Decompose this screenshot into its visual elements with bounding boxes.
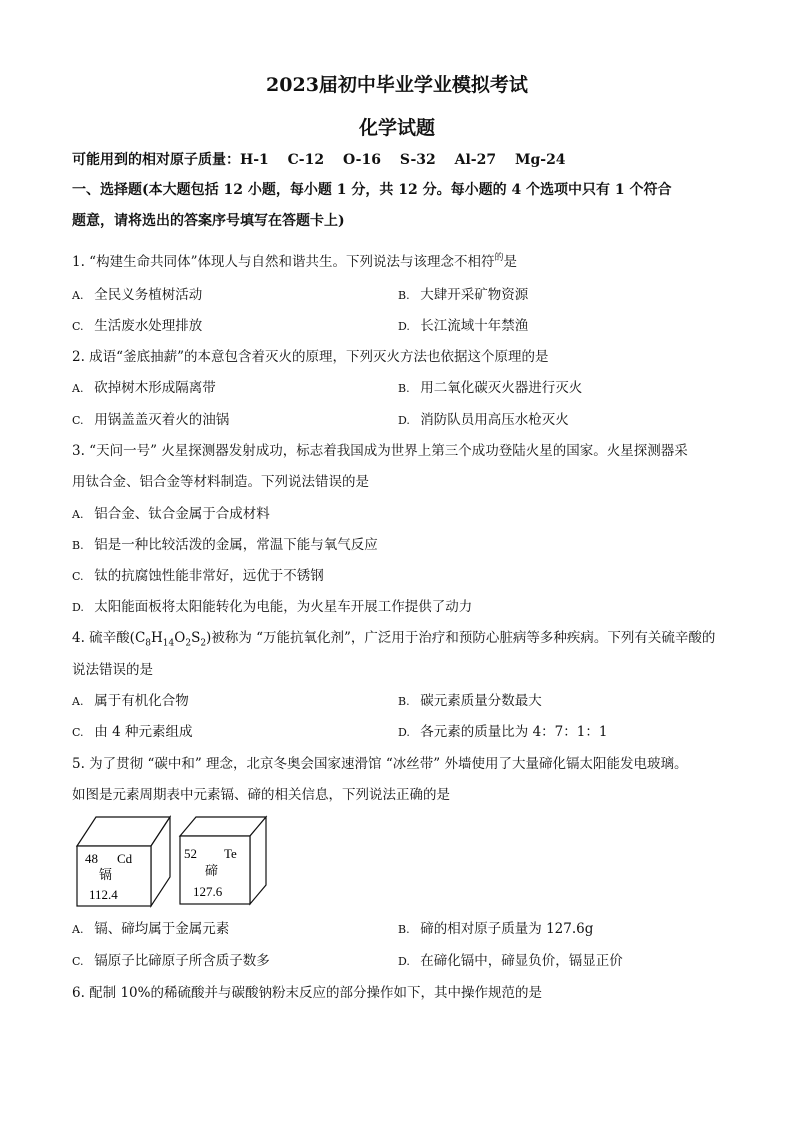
q4-text: )被称为 “万能抗氧化剂”，广泛用于治疗和预防心脏病等多种疾病。下列有关硫辛酸的 — [206, 630, 716, 646]
option-text: 大肆开采矿物资源 — [420, 287, 529, 303]
question-1-stem-mark: 的 — [494, 253, 504, 263]
q2-option-a — [72, 378, 216, 399]
option-text: 钛的抗腐蚀性能非常好，远优于不锈钢 — [94, 568, 324, 584]
q3-option-c — [72, 566, 324, 587]
option-text: 各元素的质量比为 4：7：1：1 — [420, 724, 608, 740]
q2-option-b — [398, 378, 582, 399]
option-text: 属于有机化合物 — [94, 693, 189, 709]
q3-option-a — [72, 504, 270, 525]
option-text: 消防队员用高压水枪灭火 — [420, 412, 569, 428]
option-label: C. — [72, 726, 84, 739]
q2-option-d — [398, 410, 569, 431]
option-label: A. — [72, 289, 84, 302]
q4-option-b — [398, 691, 542, 712]
element-te-mass: 127.6 — [193, 884, 223, 899]
element-box-te — [180, 817, 266, 904]
section-heading-line1: 一、选择题(本大题包括 12 小题，每小题 1 分，共 12 分。每小题的 4 个选项中只有 1 个符合 — [72, 182, 672, 198]
option-label: A. — [72, 382, 84, 395]
atomic-masses: 可能用到的相对原子质量：H-1 C-12 O-16 S-32 Al-27 Mg-24 — [72, 152, 566, 168]
element-te-symbol: Te — [224, 846, 237, 861]
option-text: 在碲化镉中，碲显负价，镉显正价 — [420, 953, 623, 969]
option-label: D. — [398, 955, 410, 968]
option-label: C. — [72, 570, 84, 583]
q1-option-d — [398, 316, 528, 337]
option-label: B. — [72, 539, 84, 552]
option-text: 用二氧化碳灭火器进行灭火 — [420, 380, 583, 396]
q4-option-a — [72, 691, 189, 712]
question-3-stem-line1: 3. “天问一号” 火星探测器发射成功，标志着我国成为世界上第三个成功登陆火星的国家。火星探测器采 — [72, 443, 688, 459]
question-1-stem-text: 1. “构建生命共同体”体现人与自然和谐共生。下列说法与该理念不相符 — [72, 254, 495, 270]
q2-option-c — [72, 410, 229, 431]
option-text: 碳元素质量分数最大 — [420, 693, 542, 709]
q4-option-d — [398, 722, 607, 743]
q1-option-a — [72, 285, 202, 306]
q4-subscript: 2 — [200, 638, 207, 649]
option-label: A. — [72, 695, 84, 708]
option-label: A. — [72, 923, 84, 936]
q4-text: H — [151, 630, 163, 646]
q1-option-b — [398, 285, 528, 306]
option-text: 铝合金、钛合金属于合成材料 — [94, 506, 270, 522]
q4-text: S — [191, 630, 201, 646]
option-label: C. — [72, 955, 84, 968]
option-label: B. — [398, 289, 410, 302]
element-cd-mass: 112.4 — [89, 887, 118, 902]
question-3-stem-line2: 用钛合金、铝合金等材料制造。下列说法错误的是 — [72, 474, 369, 490]
question-5-stem-line2: 如图是元素周期表中元素镉、碲的相关信息，下列说法正确的是 — [72, 787, 450, 803]
option-label: B. — [398, 382, 410, 395]
element-cd-name: 镉 — [99, 867, 113, 882]
element-boxes-figure — [74, 815, 274, 911]
element-cd-number: 48 — [85, 851, 98, 866]
option-label: D. — [398, 320, 410, 333]
q5-option-a — [72, 919, 229, 940]
question-4-stem-line1 — [72, 628, 715, 654]
option-label: B. — [398, 923, 410, 936]
option-label: D. — [398, 726, 410, 739]
option-label: A. — [72, 508, 84, 521]
section-heading-line2: 题意，请将选出的答案序号填写在答题卡上) — [72, 213, 345, 229]
question-1-stem — [72, 252, 517, 274]
question-1-stem-end: 是 — [503, 254, 517, 270]
option-text: 砍掉树木形成隔离带 — [94, 380, 216, 396]
option-label: D. — [72, 601, 84, 614]
option-text: 生活废水处理排放 — [94, 318, 203, 334]
q4-subscript: 8 — [145, 638, 152, 649]
q3-option-d — [72, 597, 472, 618]
element-te-number: 52 — [184, 846, 197, 861]
question-6-stem: 6. 配制 10%的稀硫酸并与碳酸钠粉末反应的部分操作如下，其中操作规范的是 — [72, 985, 542, 1001]
q4-option-c — [72, 722, 192, 743]
question-2-stem: 2. 成语“釜底抽薪”的本意包含着灭火的原理，下列灭火方法也依据这个原理的是 — [72, 349, 549, 365]
q1-option-c — [72, 316, 202, 337]
q5-option-b — [398, 919, 593, 940]
option-text: 铝是一种比较活泼的金属，常温下能与氧气反应 — [94, 537, 378, 553]
q4-text: O — [174, 630, 186, 646]
option-label: B. — [398, 695, 410, 708]
option-text: 用锅盖盖灭着火的油锅 — [94, 412, 230, 428]
option-text: 碲的相对原子质量为 127.6g — [420, 921, 594, 937]
option-label: C. — [72, 414, 84, 427]
option-text: 全民义务植树活动 — [94, 287, 203, 303]
option-text: 长江流域十年禁渔 — [420, 318, 529, 334]
q3-option-b — [72, 535, 378, 556]
option-label: D. — [398, 414, 410, 427]
option-text: 镉原子比碲原子所含质子数多 — [94, 953, 270, 969]
question-5-stem-line1: 5. 为了贯彻 “碳中和” 理念，北京冬奥会国家速滑馆 “冰丝带” 外墙使用了大量碲化镉太阳能发电玻璃。 — [72, 756, 688, 772]
option-text: 由 4 种元素组成 — [94, 724, 193, 740]
exam-title: 2023届初中毕业学业模拟考试 — [266, 74, 528, 96]
element-box-cd — [77, 817, 170, 906]
option-text: 太阳能面板将太阳能转化为电能，为火星车开展工作提供了动力 — [94, 599, 473, 615]
q5-option-c — [72, 951, 270, 972]
q4-subscript: 14 — [162, 638, 175, 649]
q5-option-d — [398, 951, 623, 972]
option-label: C. — [72, 320, 84, 333]
element-cd-symbol: Cd — [117, 851, 133, 866]
q4-text: 4. 硫辛酸(C — [72, 630, 146, 646]
q4-subscript: 2 — [185, 638, 192, 649]
question-4-stem-line2: 说法错误的是 — [72, 662, 153, 678]
exam-subtitle: 化学试题 — [358, 117, 435, 139]
option-text: 镉、碲均属于金属元素 — [94, 921, 230, 937]
element-te-name: 碲 — [205, 863, 219, 878]
